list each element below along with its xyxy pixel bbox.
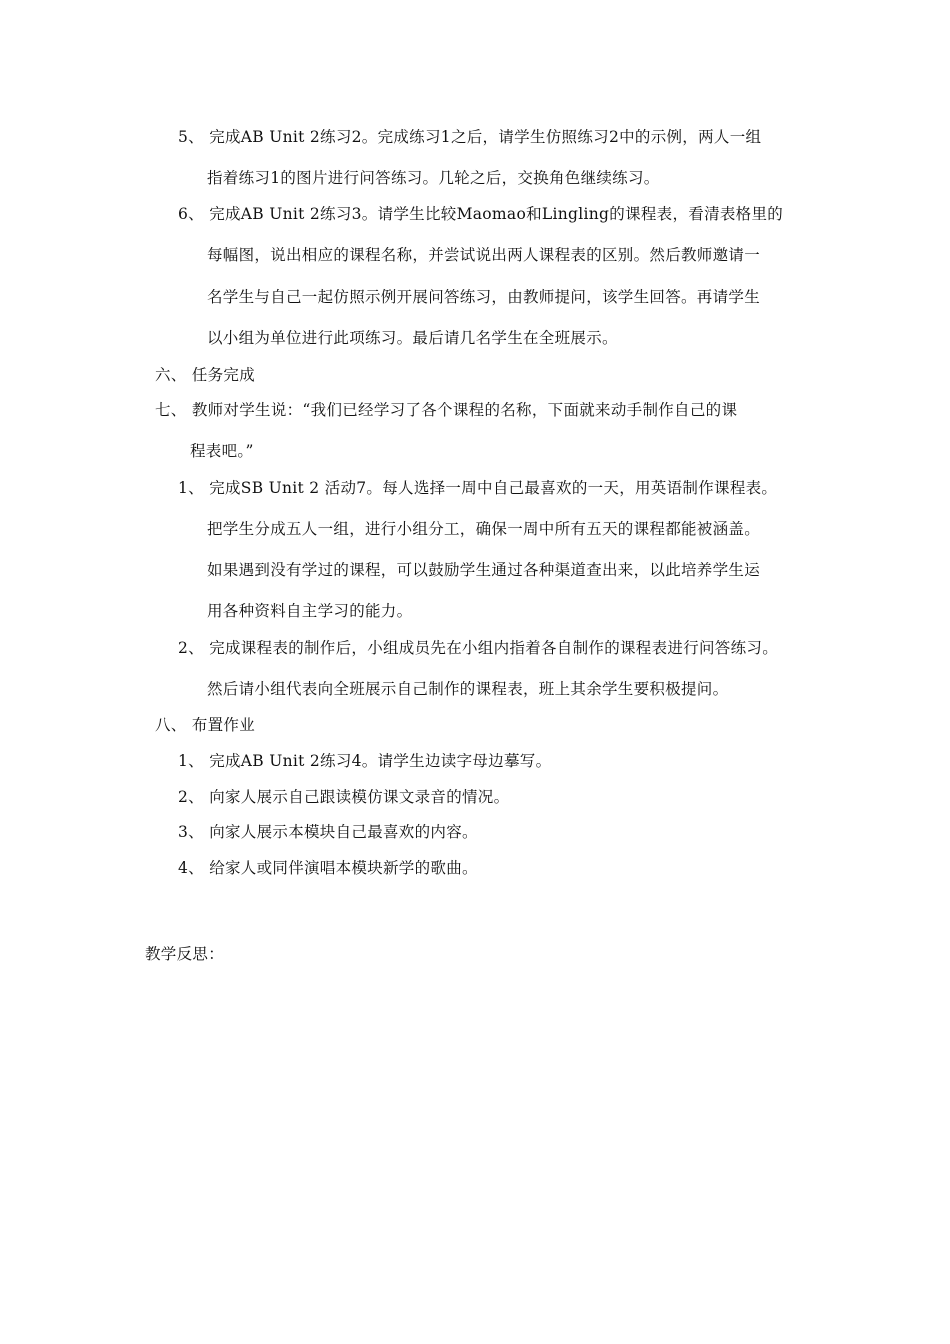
s8-item-4: 4、 给家人或同伴演唱本模块新学的歌曲。	[178, 859, 478, 877]
item-6-line-3: 名学生与自己一起仿照示例开展问答练习，由教师提问，该学生回答。再请学生	[207, 288, 761, 306]
s7-item-1-line-1: 1、 完成SB Unit 2 活动7。每人选择一周中自己最喜欢的一天，用英语制作课程表。	[178, 479, 778, 497]
item-6-line-2: 每幅图，说出相应的课程名称，并尝试说出两人课程表的区别。然后教师邀请一	[207, 246, 761, 264]
section-6-heading: 六、 任务完成	[155, 366, 256, 384]
item-5-line-2: 指着练习1的图片进行问答练习。几轮之后，交换角色继续练习。	[207, 169, 660, 187]
item-6-line-4: 以小组为单位进行此项练习。最后请几名学生在全班展示。	[207, 329, 618, 347]
s8-item-2: 2、 向家人展示自己跟读模仿课文录音的情况。	[178, 788, 510, 806]
s8-item-3: 3、 向家人展示本模块自己最喜欢的内容。	[178, 823, 478, 841]
section-7-line-2: 程表吧。”	[190, 442, 254, 460]
s7-item-1-line-3: 如果遇到没有学过的课程，可以鼓励学生通过各种渠道查出来，以此培养学生运	[207, 561, 761, 579]
s7-item-2-line-2: 然后请小组代表向全班展示自己制作的课程表，班上其余学生要积极提问。	[207, 680, 729, 698]
s8-item-1: 1、 完成AB Unit 2练习4。请学生边读字母边摹写。	[178, 752, 552, 770]
section-7-line-1: 七、 教师对学生说：“我们已经学习了各个课程的名称，下面就来动手制作自己的课	[155, 401, 738, 419]
s7-item-2-line-1: 2、 完成课程表的制作后，小组成员先在小组内指着各自制作的课程表进行问答练习。	[178, 639, 778, 657]
s7-item-1-line-2: 把学生分成五人一组，进行小组分工，确保一周中所有五天的课程都能被涵盖。	[207, 520, 761, 538]
item-5-line-1: 5、 完成AB Unit 2练习2。完成练习1之后，请学生仿照练习2中的示例，两人一组	[178, 128, 762, 146]
section-8-heading: 八、 布置作业	[155, 716, 256, 734]
teaching-reflection-label: 教学反思：	[145, 945, 225, 963]
item-6-line-1: 6、 完成AB Unit 2练习3。请学生比较Maomao和Lingling的课程表，看清表格里的	[178, 205, 784, 223]
s7-item-1-line-4: 用各种资料自主学习的能力。	[207, 602, 413, 620]
